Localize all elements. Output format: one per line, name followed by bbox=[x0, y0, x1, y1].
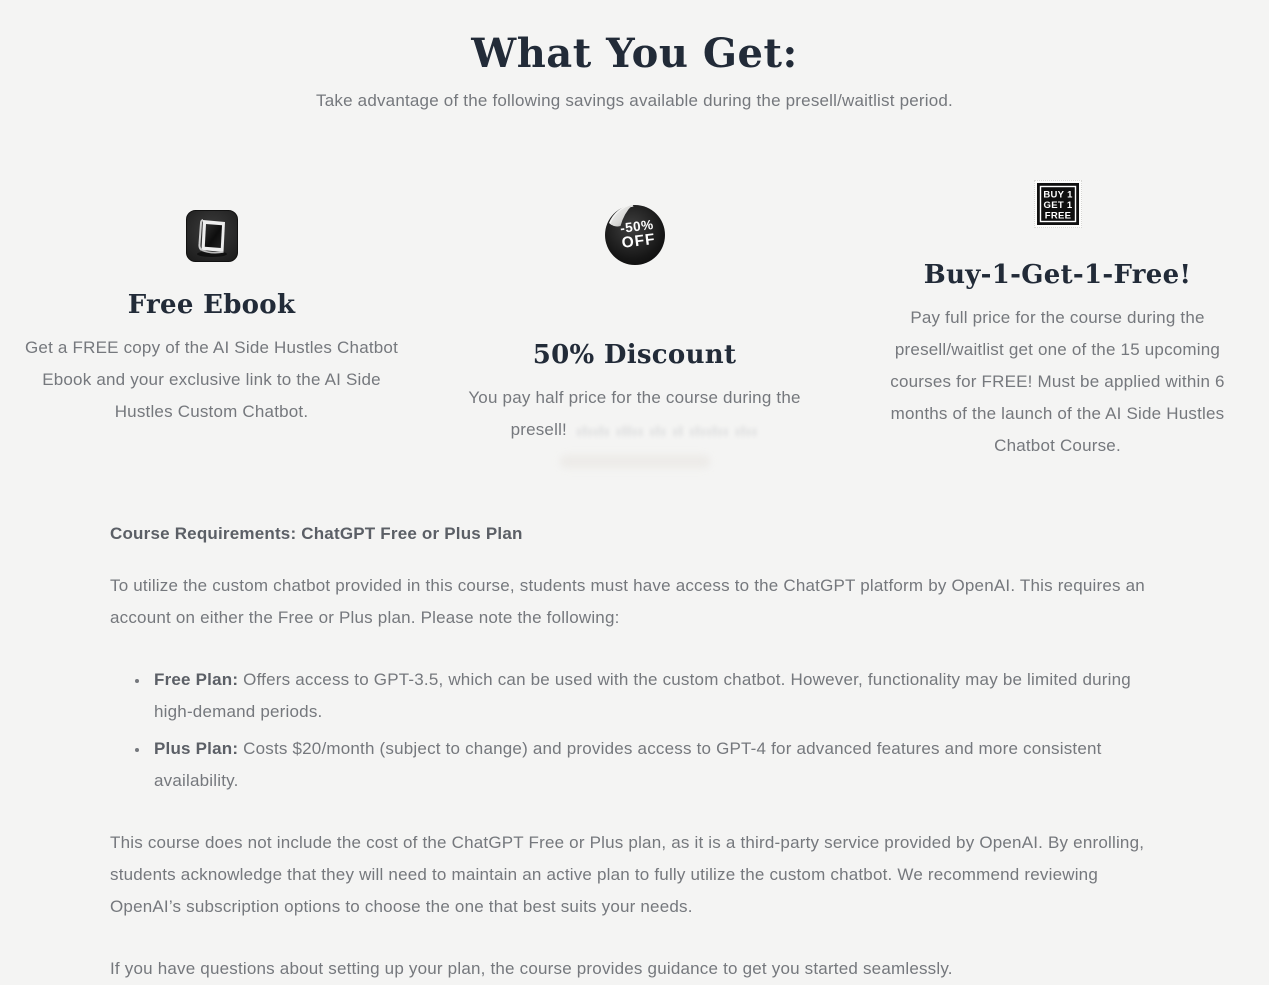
section-header bbox=[0, 0, 1269, 112]
plus-plan-bullet bbox=[150, 733, 1162, 797]
redacted-text: ılıılı ıllıı ılı ıl ılıılıı ılıı bbox=[576, 422, 759, 439]
redaction-smudge bbox=[560, 455, 710, 468]
guidance-note: If you have questions about setting up your plan, the course provides guidance to get you started seamlessly. bbox=[110, 958, 953, 978]
requirements-heading: Course Requirements: ChatGPT Free or Plus Plan bbox=[110, 523, 523, 543]
feature-title-free-ebook: Free Ebook bbox=[127, 290, 296, 320]
badge-line-1: BUY 1 bbox=[1042, 189, 1073, 201]
plus-plan-text: Costs $20/month (subject to change) and provides access to GPT-4 for advanced features and more consistent availability. bbox=[154, 738, 1102, 790]
sticker-line-2: OFF bbox=[620, 230, 657, 252]
stamp-edge bbox=[1034, 180, 1082, 228]
free-plan-bullet bbox=[150, 664, 1162, 728]
feature-title-discount: 50% Discount bbox=[532, 340, 737, 370]
badge-line-2: GET 1 bbox=[1043, 200, 1072, 211]
feature-description-discount bbox=[441, 382, 828, 447]
features-row bbox=[0, 112, 1269, 468]
feature-title-bogo: Buy-1-Get-1-Free! bbox=[923, 260, 1192, 290]
plan-list bbox=[110, 664, 1162, 797]
page-title: What You Get: bbox=[471, 30, 798, 77]
badge-line-3: FREE bbox=[1044, 210, 1071, 222]
feature-description-free-ebook: Get a FREE copy of the AI Side Hustles Chatbot Ebook and your exclusive link to the AI Side Hustles Custom Chatbot. bbox=[25, 338, 398, 421]
plus-plan-label: Plus Plan: bbox=[154, 738, 239, 758]
course-requirements-block bbox=[110, 524, 1162, 985]
buy1get1free-badge-icon bbox=[864, 180, 1251, 228]
requirements-intro: To utilize the custom chatbot provided in this course, students must have access to the ChatGPT platform by OpenAI. This requires an account on either the Free or Plus plan. Please note the following: bbox=[110, 575, 1145, 627]
sticker-line-1: -50% bbox=[618, 216, 654, 236]
discount-description-text: You pay half price for the course during the presell! bbox=[468, 388, 801, 439]
feature-50-discount bbox=[423, 112, 846, 468]
free-plan-text: Offers access to GPT-3.5, which can be used with the custom chatbot. However, functionality may be limited during high-demand periods. bbox=[154, 669, 1131, 721]
page-subtitle: Take advantage of the following savings available during the presell/waitlist period. bbox=[316, 91, 953, 110]
third-party-note: This course does not include the cost of the ChatGPT Free or Plus plan, as it is a third-party service provided by OpenAI. By enrolling, students acknowledge that they will need to maintain an active plan to fully utilize the custom chatbot. We recommend reviewing OpenAI’s subscription options to choose the one that best suits your needs. bbox=[110, 832, 1145, 916]
discount-sticker-icon bbox=[441, 198, 828, 268]
free-plan-label: Free Plan: bbox=[154, 669, 239, 689]
feature-bogo bbox=[846, 112, 1269, 462]
feature-free-ebook bbox=[0, 112, 423, 428]
feature-description-bogo: Pay full price for the course during the presell/waitlist get one of the 15 upcoming courses for FREE! Must be applied within 6 months of the launch of the AI Side Hustles Chatbot Course. bbox=[890, 308, 1225, 455]
ebook-icon bbox=[18, 210, 405, 262]
